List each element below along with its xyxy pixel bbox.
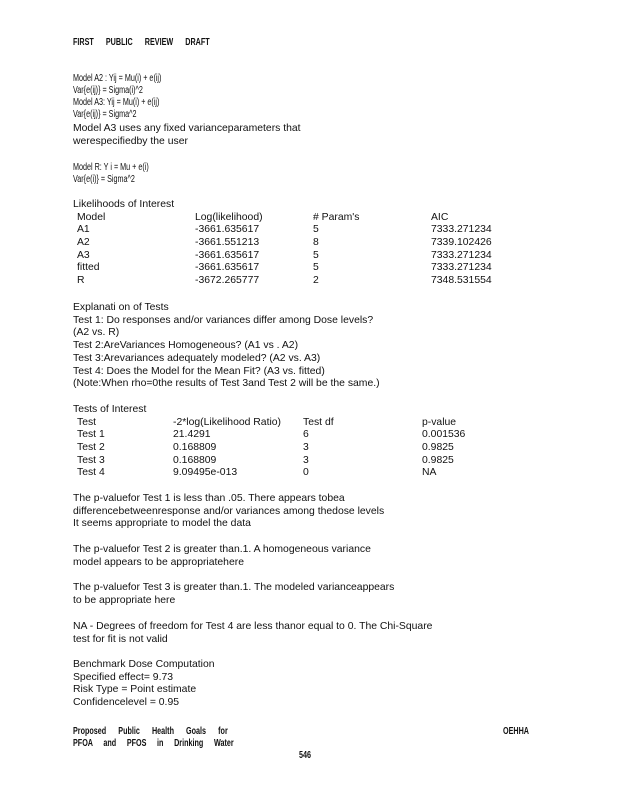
- table-row: [73, 275, 533, 288]
- column-header: Model: [77, 211, 106, 223]
- table-row: [73, 262, 533, 275]
- cell: -3661.635617: [195, 249, 260, 261]
- cell: NA: [422, 467, 437, 479]
- paragraph-line: to be appropriate here: [73, 594, 176, 606]
- cell: 0.168809: [173, 442, 217, 454]
- table-row: [73, 442, 533, 455]
- table-row: [73, 250, 533, 263]
- model-line: Var{e(ij)} = Sigma(i)^2: [73, 85, 143, 96]
- cell: 0.001536: [422, 429, 466, 441]
- cell: -3661.635617: [195, 224, 260, 236]
- cell: 5: [313, 249, 319, 261]
- cell: Test 3: [77, 454, 105, 466]
- paragraph-test4: [73, 621, 432, 646]
- paragraph-test2: [73, 544, 371, 569]
- cell: -3661.551213: [195, 237, 260, 249]
- cell: 7333.271234: [431, 249, 492, 261]
- tests-title: Tests of Interest: [73, 404, 147, 415]
- paragraph-line: The p-valuefor Test 2 is greater than.1. A homogeneous variance: [73, 544, 371, 555]
- model-line: Var{e(ij)} = Sigma^2: [73, 109, 137, 120]
- a3-note-line: werespecifiedby the user: [73, 135, 188, 147]
- table-row: [73, 224, 533, 237]
- bmd-title: Benchmark Dose Computation: [73, 659, 215, 670]
- paragraph-line: differencebetweenresponse and/or variances among thedose levels: [73, 505, 385, 517]
- explanation-of-tests: [73, 302, 380, 391]
- table-row: [73, 429, 533, 442]
- cell: 7333.271234: [431, 224, 492, 236]
- a3-note-line: Model A3 uses any fixed varianceparameters that: [73, 123, 301, 134]
- bmd-line: Specified effect= 9.73: [73, 671, 174, 683]
- cell: 7348.531554: [431, 275, 492, 287]
- cell: A3: [77, 249, 90, 261]
- column-header: AIC: [431, 211, 449, 223]
- likelihoods-title: Likelihoods of Interest: [73, 199, 175, 210]
- footer-right: OEHHA: [503, 726, 530, 737]
- cell: 3: [303, 442, 309, 454]
- model-r-line: Var{e(i)} = Sigma^2: [73, 174, 135, 185]
- cell: 5: [313, 262, 319, 274]
- cell: -3661.635617: [195, 262, 260, 274]
- paragraph-test1: [73, 493, 384, 531]
- model-r: [73, 162, 178, 186]
- footer-left-line1: Proposed Public Health Goals for: [73, 726, 228, 737]
- paragraph-line: model appears to be appropriatehere: [73, 556, 244, 568]
- table-row: [73, 467, 533, 480]
- model-line: Model A2 : Yij = Mu(i) + e(ij): [73, 73, 162, 84]
- paragraph-line: It seems appropriate to model the data: [73, 518, 251, 530]
- column-header: -2*log(Likelihood Ratio): [173, 416, 282, 428]
- cell: 7333.271234: [431, 262, 492, 274]
- cell: 2: [313, 275, 319, 287]
- a3-note: [73, 123, 301, 148]
- explanation-line: Test 2:AreVariances Homogeneous? (A1 vs . A2): [73, 340, 299, 352]
- cell: 5: [313, 224, 319, 236]
- cell: 9.09495e-013: [173, 467, 238, 479]
- cell: 0: [303, 467, 309, 479]
- cell: 3: [303, 454, 309, 466]
- cell: 0.168809: [173, 454, 217, 466]
- bmd-line: Confidencelevel = 0.95: [73, 697, 180, 709]
- column-header: Test: [77, 416, 97, 428]
- page-number: 546: [299, 750, 312, 761]
- explanation-line: Test 4: Does the Model for the Mean Fit? (A3 vs. fitted): [73, 365, 325, 377]
- paragraph-test3: [73, 582, 394, 607]
- cell: A2: [77, 237, 90, 249]
- paragraph-line: NA - Degrees of freedom for Test 4 are less thanor equal to 0. The Chi-Square: [73, 621, 433, 632]
- column-header: Log(likelihood): [195, 211, 263, 223]
- cell: -3672.265777: [195, 275, 260, 287]
- model-definitions: [73, 73, 196, 121]
- explanation-line: Test 3:Arevariances adequately modeled? (A2 vs. A3): [73, 352, 321, 364]
- column-header: Test df: [303, 416, 334, 428]
- explanation-title: Explanati on of Tests: [73, 302, 169, 313]
- cell: 6: [303, 429, 309, 441]
- likelihoods-table: [73, 199, 533, 288]
- cell: Test 4: [77, 467, 105, 479]
- column-header: p-value: [422, 416, 457, 428]
- cell: 0.9825: [422, 454, 454, 466]
- model-line: Model A3: Yij = Mu(i) + e(ij): [73, 97, 160, 108]
- paragraph-line: The p-valuefor Test 1 is less than .05. There appears tobea: [73, 493, 345, 504]
- paragraph-line: test for fit is not valid: [73, 633, 168, 645]
- cell: fitted: [77, 262, 100, 274]
- explanation-line: Test 1: Do responses and/or variances differ among Dose levels?: [73, 314, 374, 326]
- table-row: [73, 237, 533, 250]
- cell: R: [77, 275, 85, 287]
- explanation-line: (A2 vs. R): [73, 327, 120, 339]
- bmd-line: Risk Type = Point estimate: [73, 684, 197, 696]
- benchmark-dose-computation: [73, 659, 215, 710]
- column-header: # Param's: [313, 211, 360, 223]
- table-header-row: [73, 417, 533, 430]
- table-row: [73, 455, 533, 468]
- cell: Test 1: [77, 429, 105, 441]
- paragraph-line: The p-valuefor Test 3 is greater than.1. The modeled varianceappears: [73, 582, 395, 593]
- footer-left-line2: PFOA and PFOS in Drinking Water: [73, 738, 234, 749]
- table-header-row: [73, 212, 533, 225]
- cell: 7339.102426: [431, 237, 492, 249]
- cell: A1: [77, 224, 90, 236]
- page-header: FIRST PUBLIC REVIEW DRAFT: [73, 37, 210, 48]
- cell: 0.9825: [422, 442, 454, 454]
- cell: Test 2: [77, 442, 105, 454]
- model-r-line: Model R: Y i = Mu + e(i): [73, 162, 149, 173]
- cell: 8: [313, 237, 319, 249]
- explanation-line: (Note:When rho=0the results of Test 3and Test 2 will be the same.): [73, 378, 380, 390]
- tests-table: [73, 404, 533, 480]
- cell: 21.4291: [173, 429, 211, 441]
